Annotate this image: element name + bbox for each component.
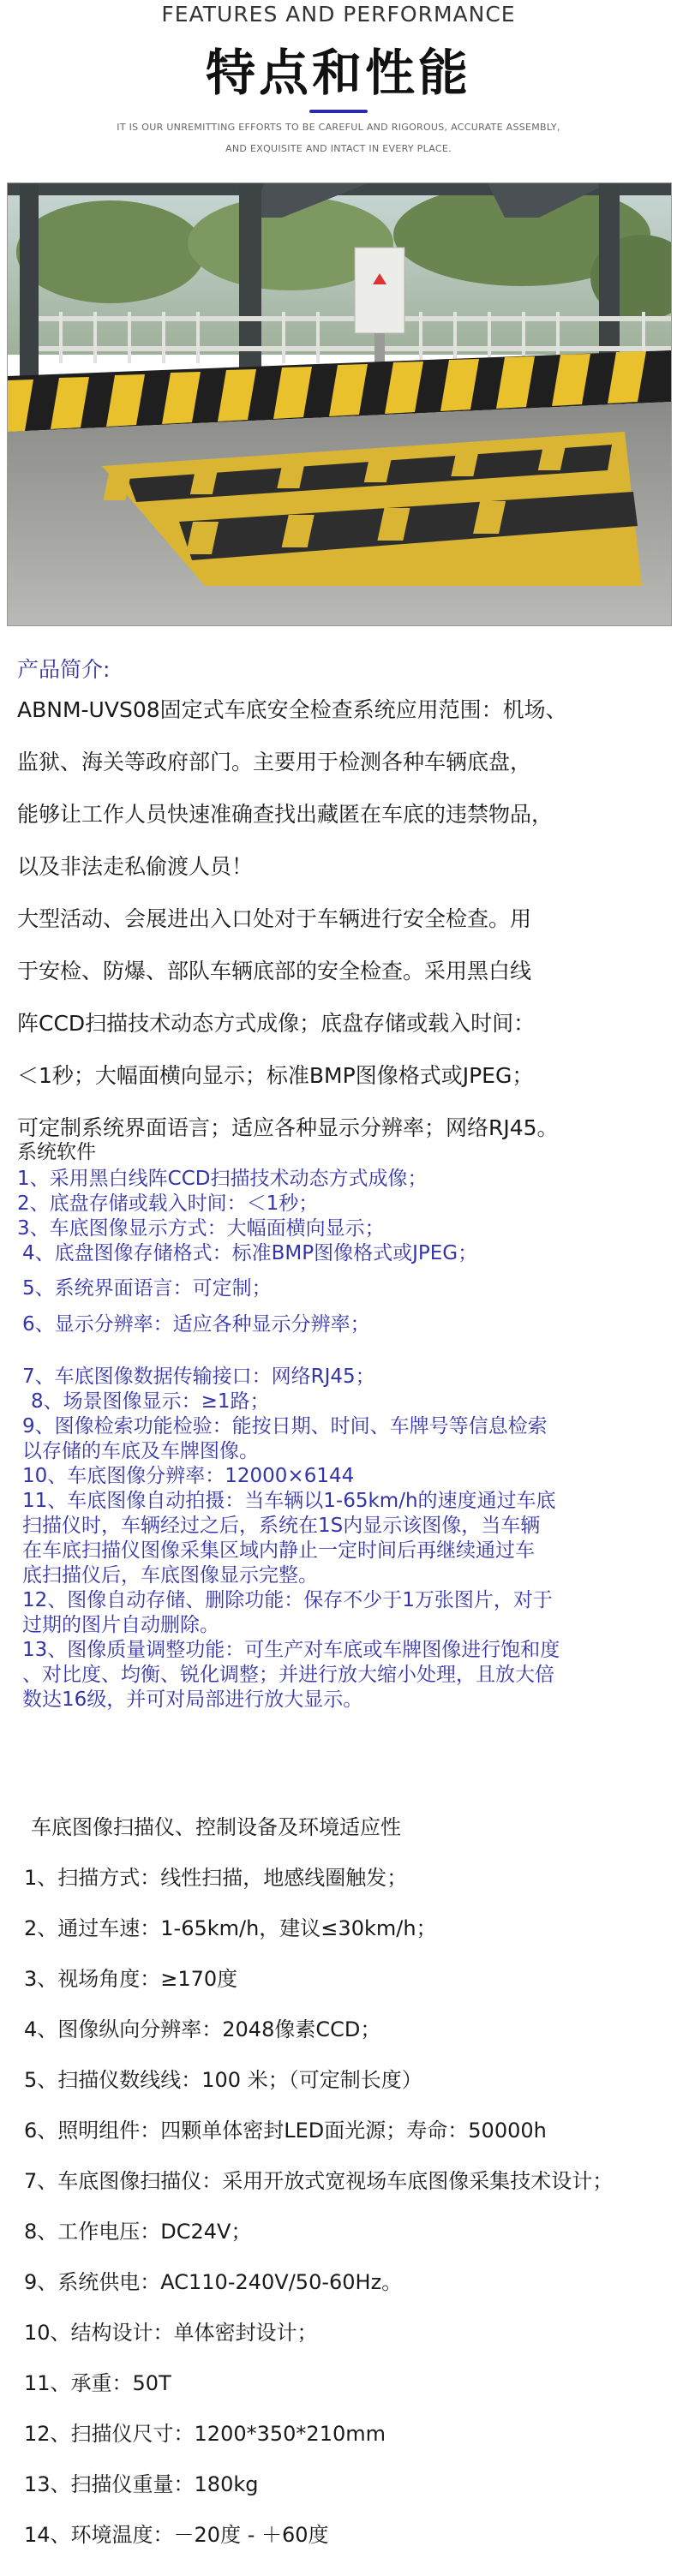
intro-line: 能够让工作人员快速准确查找出藏匿在车底的违禁物品， (17, 802, 554, 827)
software-item: 2、底盘存储或载入时间：＜1秒； (17, 1192, 319, 1215)
spec-item: 1、扫描方式：线性扫描，地感线圈触发； (24, 1866, 408, 1890)
spec-item: 3、视场角度：≥170度 (24, 1967, 238, 1991)
spec-item: 10、结构设计：单体密封设计； (24, 2321, 318, 2345)
software-item: 底扫描仪后，车底图像显示完整。 (22, 1564, 318, 1587)
software-item: 、对比度、均衡、锐化调整；并进行放大缩小处理，且放大倍 (22, 1664, 554, 1686)
software-item: 11、车底图像自动拍摄：当车辆以1-65km/h的速度通过车底 (22, 1490, 556, 1512)
intro-line: 阵CCD扫描技术动态方式成像；底盘存储或载入时间： (17, 1011, 536, 1036)
spec-item: 8、工作电压：DC24V； (24, 2220, 252, 2244)
spec-item: 14、环境温度：－20度 - ＋60度 (24, 2523, 329, 2547)
software-item: 8、场景图像显示：≥1路； (31, 1390, 270, 1413)
software-item: 10、车底图像分辨率：12000×6144 (22, 1465, 355, 1487)
software-item: 1、采用黑白线阵CCD扫描技术动态方式成像； (17, 1168, 428, 1190)
software-item: 扫描仪时，车辆经过之后，系统在1S内显示该图像，当车辆 (22, 1515, 541, 1537)
specs-title: 车底图像扫描仪、控制设备及环境适应性 (31, 1815, 401, 1839)
software-item: 过期的图片自动删除。 (22, 1614, 219, 1636)
spec-item: 4、图像纵向分辨率：2048像素CCD； (24, 2017, 381, 2041)
spec-item: 6、照明组件：四颗单体密封LED面光源；寿命：50000h (24, 2119, 547, 2143)
intro-line: 监狱、海关等政府部门。主要用于检测各种车辆底盘， (17, 750, 532, 774)
software-item: 7、车底图像数据传输接口：网络RJ45； (22, 1366, 375, 1388)
software-title: 系统软件 (17, 1141, 96, 1163)
spec-item: 9、系统供电：AC110-240V/50-60Hz。 (24, 2270, 403, 2294)
product-photo (7, 182, 672, 626)
english-heading: FEATURES AND PERFORMANCE (161, 2, 516, 27)
software-item: 12、图像自动存储、删除功能：保存不少于1万张图片，对于 (22, 1589, 553, 1611)
heading-subtext-line-1: IT IS OUR UNREMITTING EFFORTS TO BE CAREFUL AND RIGOROUS, ACCURATE ASSEMBLY, (117, 122, 560, 133)
spec-item: 5、扫描仪数线线：100 米；（可定制长度） (24, 2068, 422, 2092)
software-item: 在车底扫描仪图像采集区域内静止一定时间后再继续通过车 (22, 1539, 535, 1562)
spec-item: 12、扫描仪尺寸：1200*350*210mm (24, 2422, 386, 2446)
vehicle-scanner-scene-image (8, 183, 671, 625)
spec-item: 11、承重：50T (24, 2371, 171, 2395)
software-item: 4、底盘图像存储格式：标准BMP图像格式或JPEG； (22, 1242, 478, 1264)
spec-item: 7、车底图像扫描仪：采用开放式宽视场车底图像采集技术设计； (24, 2169, 614, 2193)
heading-underline (309, 110, 368, 113)
spec-item: 2、通过车速：1-65km/h，建议≤30km/h； (24, 1916, 437, 1940)
software-item: 5、系统界面语言：可定制； (22, 1277, 272, 1300)
software-item: 3、车底图像显示方式：大幅面横向显示； (17, 1217, 385, 1240)
heading-subtext-line-2: AND EXQUISITE AND INTACT IN EVERY PLACE. (225, 143, 452, 154)
intro-line: 大型活动、会展进出入口处对于车辆进行安全检查。用 (17, 906, 532, 931)
software-item: 数达16级，并可对局部进行放大显示。 (22, 1688, 363, 1711)
page-header (0, 0, 677, 171)
intro-line: 以及非法走私偷渡人员！ (17, 854, 254, 879)
intro-line: ＜1秒；大幅面横向显示；标准BMP图像格式或JPEG； (17, 1063, 534, 1088)
software-item: 以存储的车底及车牌图像。 (22, 1440, 259, 1462)
software-item: 6、显示分辨率：适应各种显示分辨率； (22, 1313, 370, 1336)
spec-item: 13、扫描仪重量：180kg (24, 2472, 259, 2496)
software-item: 13、图像质量调整功能：可生产对车底或车牌图像进行饱和度 (22, 1639, 560, 1661)
chinese-heading: 特点和性能 (205, 44, 471, 102)
intro-line: ABNM-UVS08固定式车底安全检查系统应用范围：机场、 (17, 697, 567, 722)
intro-title: 产品简介: (17, 657, 111, 682)
intro-line: 于安检、防爆、部队车辆底部的安全检查。采用黑白线 (17, 959, 532, 983)
intro-line: 可定制系统界面语言；适应各种显示分辨率；网络RJ45。 (17, 1115, 559, 1140)
software-item: 9、图像检索功能检验：能按日期、时间、车牌号等信息检索 (22, 1415, 548, 1437)
